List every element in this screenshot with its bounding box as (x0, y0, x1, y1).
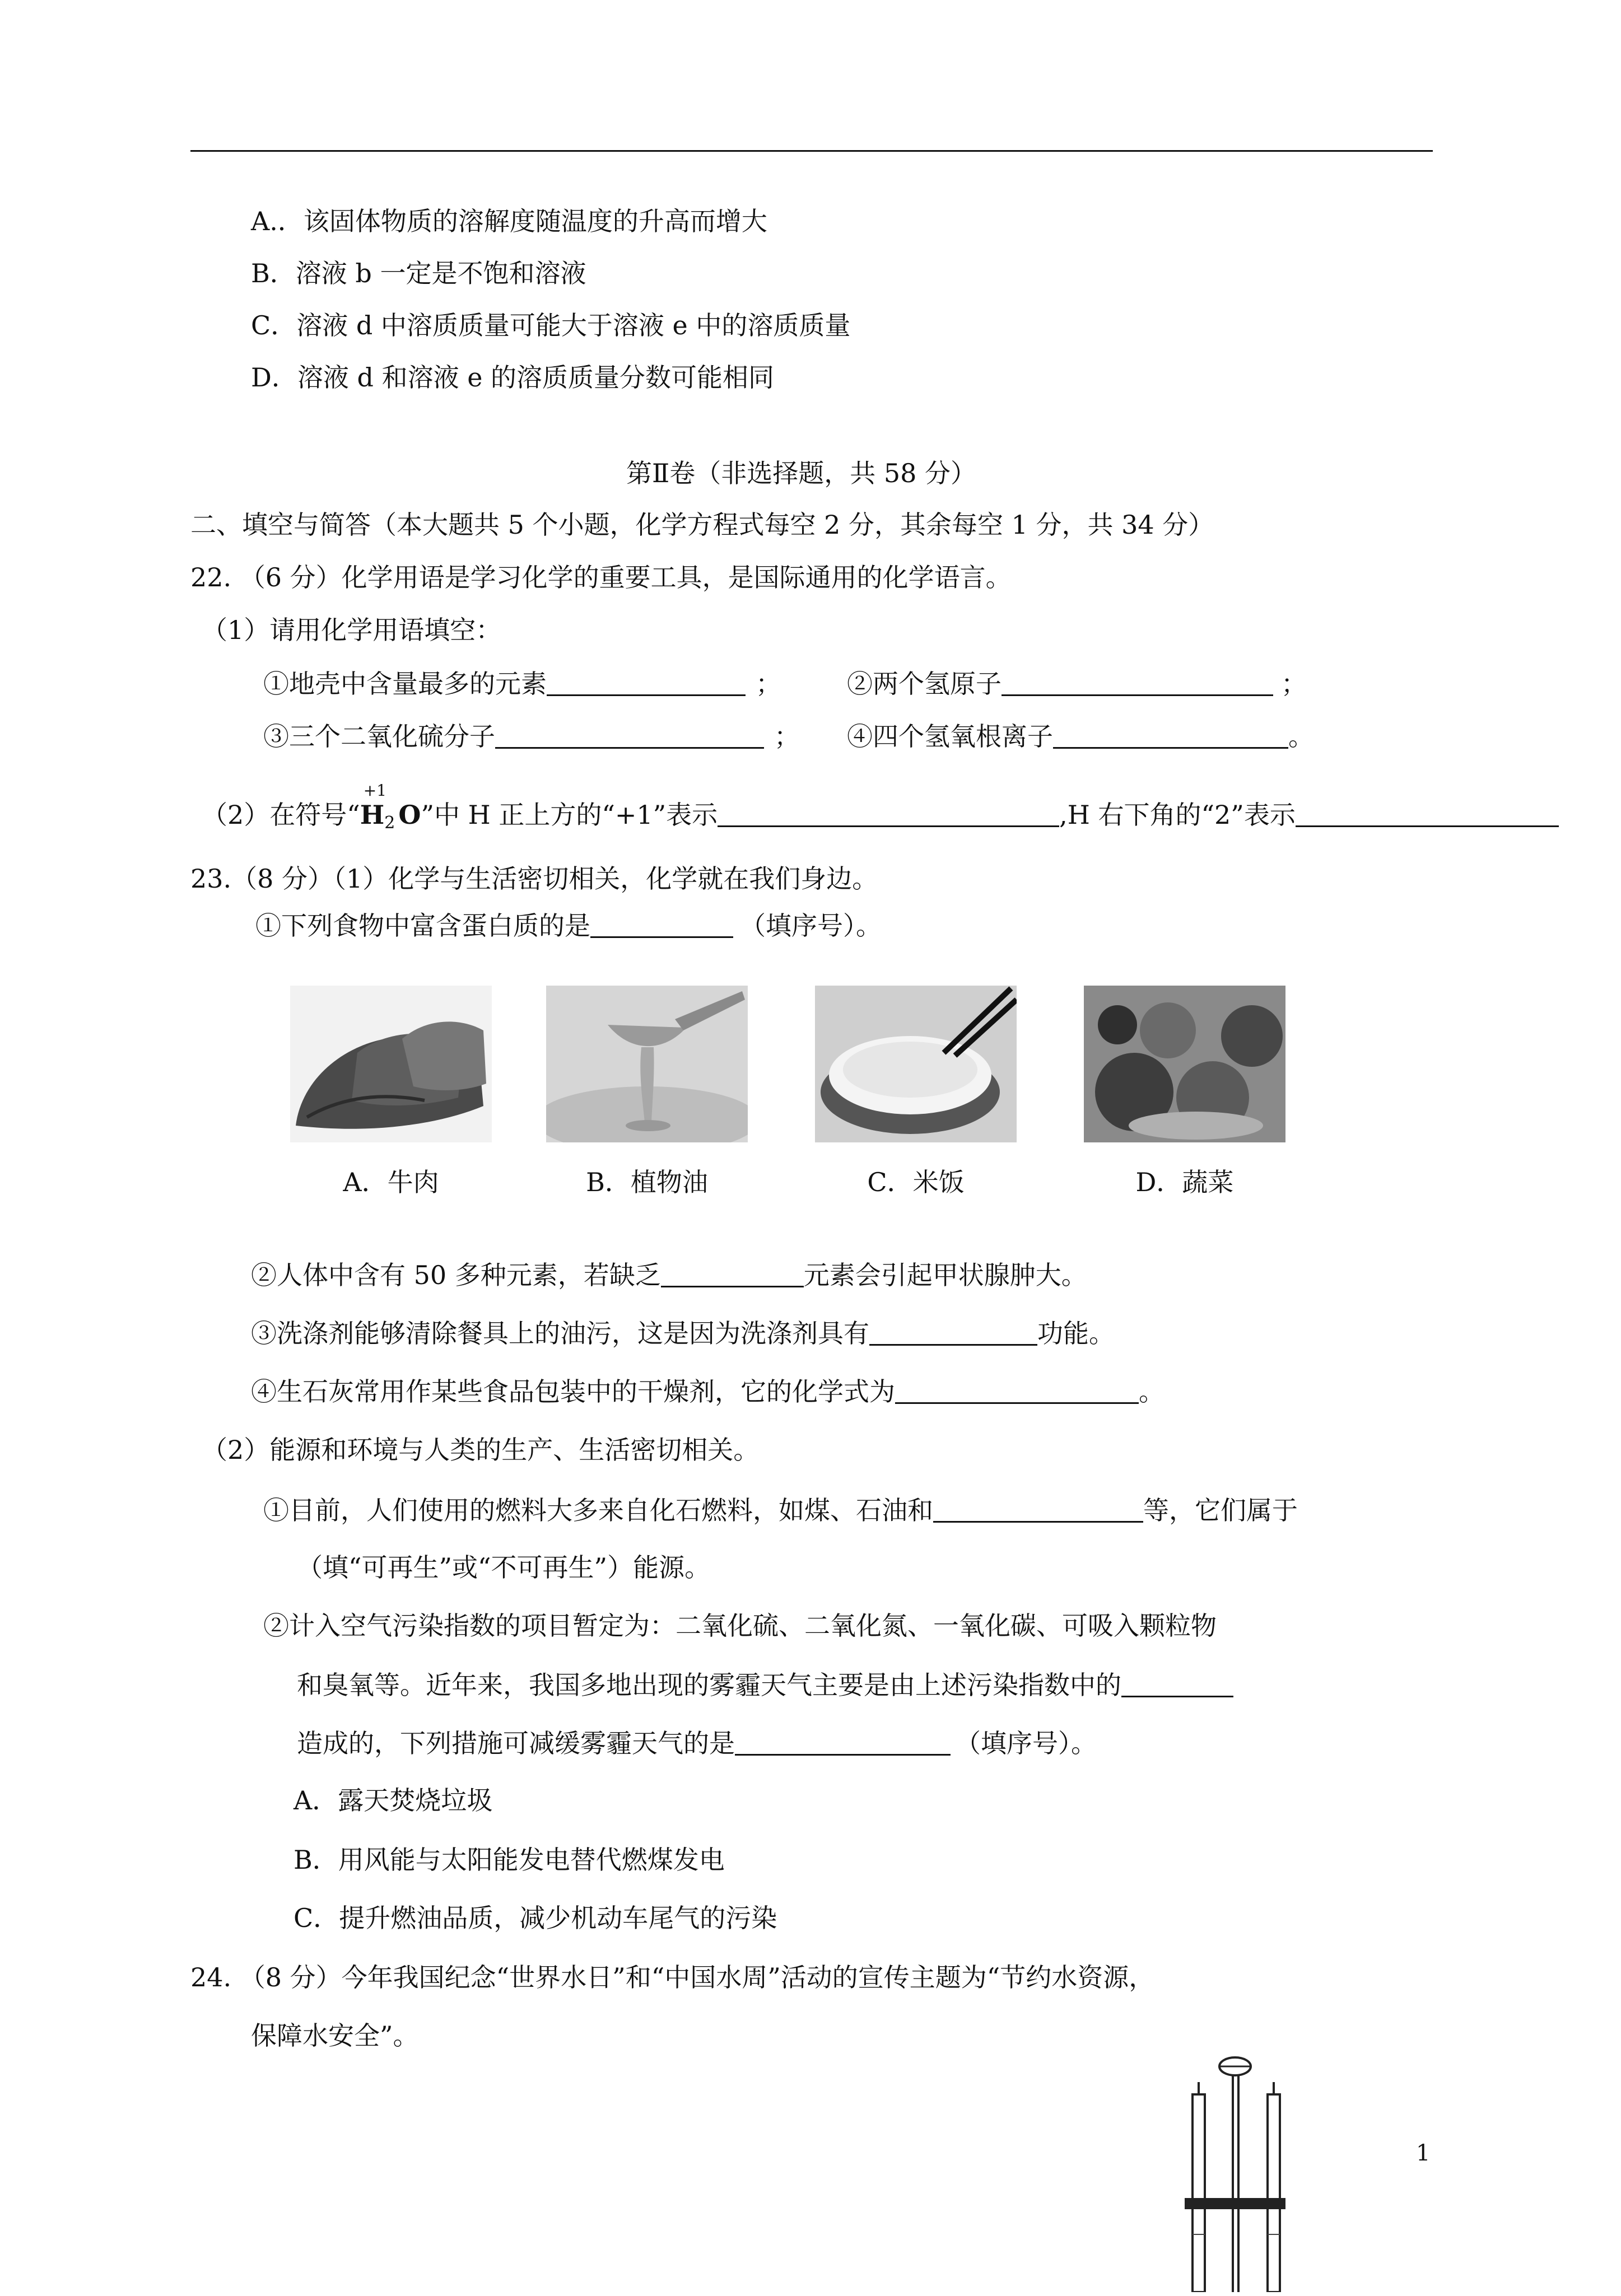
q23-energy-2c-text-a: 造成的，下列措施可减缓雾霾天气的是 (297, 1728, 735, 1758)
q22-part2-text-a: （2）在符号“ (202, 800, 360, 830)
q23-energy-2c (297, 1729, 1097, 1756)
q23-energy-1 (263, 1496, 1298, 1523)
q22-part2-text-c: ,H 右下角的“2”表示 (1059, 800, 1296, 830)
option-a: A.．该固体物质的溶解度随温度的升高而增大 (251, 206, 767, 236)
q23-option-c: C．提升燃油品质，减少机动车尾气的污染 (294, 1903, 777, 1933)
q24-stem-2: 保障水安全”。 (251, 2020, 419, 2051)
q23-item2-text-b: 元素会引起甲状腺肿大。 (803, 1260, 1087, 1290)
q23-option-b: B．用风能与太阳能发电替代燃煤发电 (294, 1845, 725, 1875)
separator: ； (756, 669, 781, 699)
formula-h: H (360, 800, 385, 830)
q23-option-a: A．露天焚烧垃圾 (294, 1785, 493, 1816)
answer-blank[interactable] (495, 722, 764, 749)
answer-blank[interactable] (1121, 1671, 1233, 1697)
option-b: B．溶液 b 一定是不饱和溶液 (251, 258, 586, 288)
q23-item4-text-a: ④生石灰常用作某些食品包装中的干燥剂，它的化学式为 (251, 1376, 895, 1407)
q23-energy-2b (297, 1671, 1233, 1698)
q23-item3-text-a: ③洗涤剂能够清除餐具上的油污，这是因为洗涤剂具有 (251, 1318, 869, 1348)
q23-part2: （2）能源和环境与人类的生产、生活密切相关。 (202, 1435, 760, 1465)
beef-image (290, 986, 492, 1142)
q22-item3 (263, 721, 800, 752)
q22-item1-text: ①地壳中含量最多的元素 (263, 669, 547, 699)
valence-superscript: +1 (363, 781, 387, 800)
header-rule (190, 150, 1433, 152)
q23-item1-text-a: ①下列食物中富含蛋白质的是 (255, 911, 590, 941)
q23-energy-1-text-a: ①目前，人们使用的燃料大多来自化石燃料，如煤、石油和 (263, 1495, 933, 1525)
q23-energy-2b-text: 和臭氧等。近年来，我国多地出现的雾霾天气主要是由上述污染指数中的 (297, 1670, 1121, 1700)
q23-item2-text-a: ②人体中含有 50 多种元素，若缺乏 (251, 1260, 661, 1290)
answer-blank[interactable] (1053, 722, 1288, 749)
q22-item1 (263, 670, 781, 697)
q22-part2 (202, 781, 1559, 833)
q23-item3 (251, 1319, 1115, 1346)
q23-energy-1-text-b: 等，它们属于 (1143, 1495, 1298, 1525)
section-intro: 二、填空与简答（本大题共 5 个小题，化学方程式每空 2 分，其余每空 1 分，共 34 分） (190, 510, 1214, 540)
q23-energy-2: ②计入空气污染指数的项目暂定为：二氧化硫、二氧化氮、一氧化碳、可吸入颗粒物 (263, 1611, 1217, 1641)
q23-item1-text-b: （填序号）。 (740, 911, 882, 941)
q22-part1: （1）请用化学用语填空： (202, 615, 502, 645)
caption-rice: C．米饭 (867, 1167, 965, 1197)
page-number: 1 (1416, 2140, 1431, 2166)
q22-item4-text: ④四个氢氧根离子 (847, 721, 1053, 752)
q23-stem: 23.（8 分）（1）化学与生活密切相关，化学就在我们身边。 (190, 864, 878, 894)
formula-h2o (360, 781, 421, 833)
vegetable-oil-image (546, 986, 748, 1142)
q22-item2 (847, 670, 1307, 697)
electrolysis-apparatus-image (1185, 2050, 1285, 2292)
q22-item3-text: ③三个二氧化硫分子 (263, 721, 495, 752)
answer-blank[interactable] (1296, 801, 1559, 827)
q22-stem: 22. （6 分）化学用语是学习化学的重要工具，是国际通用的化学语言。 (190, 562, 1012, 592)
answer-blank[interactable] (1002, 670, 1273, 696)
q24-stem: 24. （8 分）今年我国纪念“世界水日”和“中国水周”活动的宣传主题为“节约水资源， (190, 1962, 1155, 1992)
separator: ； (774, 721, 800, 752)
q23-item3-text-b: 功能。 (1037, 1318, 1115, 1348)
q23-item4 (251, 1376, 1164, 1407)
caption-vegetables: D．蔬菜 (1135, 1167, 1234, 1197)
formula-subscript: 2 (384, 813, 395, 833)
answer-blank[interactable] (895, 1378, 1139, 1404)
section-title: 第Ⅱ卷（非选择题，共 58 分） (626, 458, 977, 488)
q23-energy-2c-text-b: （填序号）。 (955, 1728, 1097, 1758)
answer-blank[interactable] (735, 1729, 951, 1756)
q23-item2 (251, 1261, 1087, 1288)
answer-blank[interactable] (661, 1261, 804, 1287)
period: 。 (1288, 721, 1314, 752)
separator: ； (1281, 669, 1307, 699)
caption-beef: A．牛肉 (343, 1167, 439, 1197)
answer-blank[interactable] (590, 912, 733, 938)
q22-part2-text-b: ”中 H 正上方的“+1”表示 (421, 800, 718, 830)
caption-oil: B．植物油 (586, 1167, 708, 1197)
answer-blank[interactable] (718, 801, 1059, 827)
answer-blank[interactable] (933, 1496, 1143, 1523)
answer-blank[interactable] (869, 1319, 1037, 1346)
q23-energy-1b: （填“可再生”或“不可再生”）能源。 (297, 1552, 711, 1583)
formula-o: O (398, 800, 421, 830)
q22-item2-text: ②两个氢原子 (847, 669, 1002, 699)
q23-item1 (255, 912, 882, 939)
option-d: D．溶液 d 和溶液 e 的溶质质量分数可能相同 (251, 362, 775, 393)
q22-item4 (847, 721, 1314, 752)
answer-blank[interactable] (547, 670, 746, 696)
rice-image (815, 986, 1017, 1142)
q23-item4-text-b: 。 (1139, 1376, 1164, 1407)
option-c: C．溶液 d 中溶质质量可能大于溶液 e 中的溶质质量 (251, 310, 851, 340)
vegetables-image (1084, 986, 1285, 1142)
